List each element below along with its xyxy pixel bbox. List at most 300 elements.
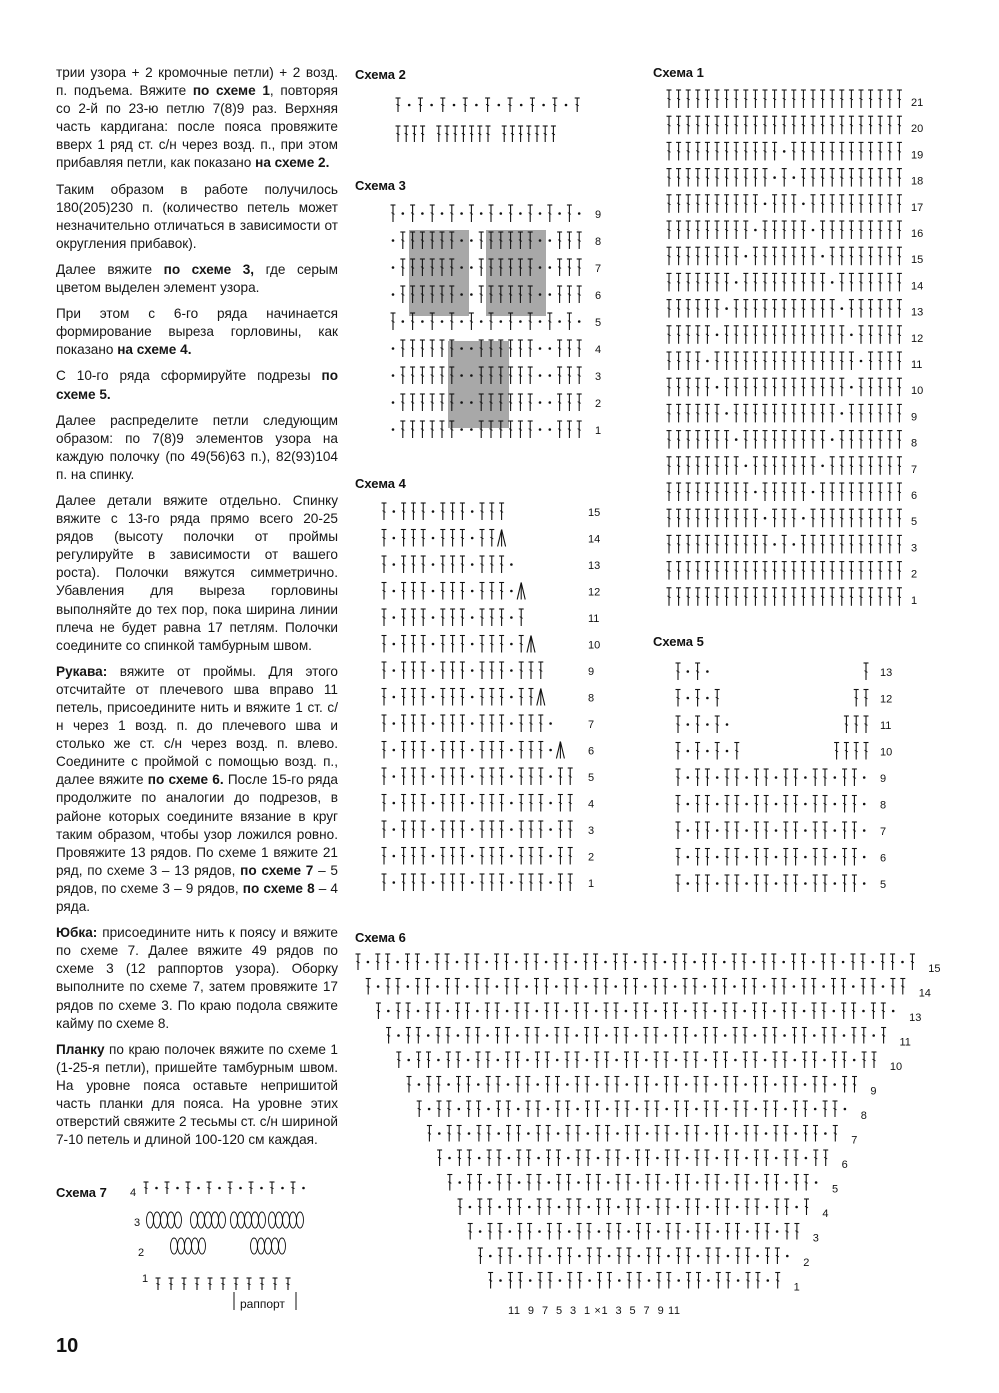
scheme-6-stitch [416,1052,421,1068]
scheme-1-stitch [811,562,816,580]
scheme-6-stitch [567,1248,572,1264]
scheme-6-stitch [804,1175,809,1191]
scheme-1-stitch [897,483,902,501]
scheme-5-stitch [676,822,681,839]
scheme-4-stitch [401,768,406,785]
scheme-3-stitch [469,313,474,330]
scheme-6-stitch [831,954,836,970]
scheme-6-stitch [548,1255,551,1258]
scheme-7-stitch [260,1187,263,1190]
scheme-5-stitch [775,776,778,779]
scheme-1-stitch [830,562,835,580]
scheme-1-stitch [686,273,691,291]
scheme-6-stitch [527,1132,530,1135]
scheme-5-stitch [842,849,847,866]
scheme-5-stitch [734,743,739,760]
scheme-6-stitch [596,1083,599,1086]
scheme-7-row-number: 3 [134,1217,141,1229]
scheme-1-stitch [753,562,758,580]
scheme-6-stitch [634,1052,639,1068]
scheme-3-stitch [528,340,533,357]
scheme-1-stitch [859,116,864,134]
scheme-1-stitch [763,90,768,108]
scheme-6-stitch [584,1003,589,1019]
scheme-6-stitch [525,1077,530,1093]
scheme-4-stitch [499,556,504,573]
scheme-6-stitch [596,1175,601,1191]
scheme-6-stitch [356,954,361,970]
scheme-6-stitch [615,1101,620,1117]
scheme-5-stitch [764,875,769,892]
paragraph-9: Юбка: присоедините нить к поясу и вяжите по схеме 7. Далее вяжите 49 рядов по схеме 3 (12 раппортов узора). Оборку выполните по схеме 7, затем провяжите 17 рядов по схеме 3. По краю подола свяжите кайму по схеме 8. [56,925,338,1031]
scheme-4-stitch [510,881,513,884]
scheme-6-stitch [517,1199,522,1215]
scheme-6-stitch [860,954,865,970]
scheme-6-row-number: 5 [832,1183,839,1196]
scheme-1-stitch [801,431,806,449]
scheme-1-stitch [772,404,777,422]
scheme-6-stitch [794,1150,799,1166]
scheme-4-stitch [519,742,524,759]
scheme-1-stitch [821,465,824,468]
scheme-4-stitch [401,583,406,600]
scheme-6-stitch [743,1052,748,1068]
scheme-6-stitch [880,954,885,970]
scheme-6-stitch [605,1150,610,1166]
scheme-5-row-number: 6 [880,852,887,865]
scheme-6-stitch [575,1034,578,1037]
scheme-6-stitch [705,1224,710,1240]
scheme-1-stitch [753,509,758,527]
scheme-6-stitch [881,1028,886,1044]
scheme-6-stitch [655,1083,658,1086]
scheme-1-row-number: 9 [911,411,918,424]
scheme-6-stitch [733,1028,738,1044]
scheme-1-stitch [667,116,672,134]
scheme-5-row-number: 7 [880,826,887,838]
scheme-1-stitch [763,273,768,291]
scheme-3-stitch [392,266,395,269]
scheme-6-stitch [705,1175,710,1191]
scheme-6-stitch [776,1230,779,1233]
scheme-6-stitch [636,1108,639,1111]
scheme-6-stitch [426,1077,431,1093]
scheme-1-stitch [772,195,777,213]
scheme-3-stitch [460,347,463,350]
scheme-1-stitch [715,352,720,370]
scheme-1-stitch [868,273,873,291]
scheme-6-row-number: 4 [822,1208,829,1220]
scheme-7-petal [154,1212,161,1228]
scheme-6-stitch [524,1003,529,1019]
scheme-4-row-number: 2 [588,851,595,864]
scheme-4-stitch [480,848,485,865]
scheme-4-stitch [432,855,435,858]
scheme-6-stitch [564,1028,569,1044]
scheme-1-stitch [820,404,825,422]
scheme-6-stitch [822,985,825,988]
scheme-4-stitch [460,689,465,706]
scheme-6-stitch [536,1010,539,1013]
scheme-6-stitch [606,1224,611,1240]
scheme-3-stitch [440,340,445,357]
scheme-6-stitch [396,961,399,964]
scheme-1-stitch [887,221,892,239]
scheme-6-stitch [574,1003,579,1019]
scheme-6-stitch [625,1126,630,1142]
scheme-1-stitch [753,116,758,134]
scheme-3-stitch [500,320,503,323]
scheme-4-stitch [519,768,524,785]
scheme-1-stitch [667,535,672,553]
scheme-1-stitch [773,543,776,546]
scheme-1-stitch [849,509,854,527]
scheme-1-stitch [734,483,739,501]
scheme-1-stitch [763,326,768,344]
scheme-1-stitch [734,116,739,134]
scheme-1-stitch [753,142,758,160]
scheme-6-stitch [604,1003,609,1019]
scheme-6-stitch [900,979,905,995]
scheme-6-stitch [823,1101,828,1117]
scheme-1-stitch [724,273,729,291]
scheme-5-stitch [793,875,798,892]
scheme-5-stitch [804,856,807,859]
scheme-1-stitch [667,326,672,344]
scheme-4-stitch [440,689,445,706]
scheme-6-stitch [737,1279,740,1282]
scheme-6-stitch [704,1101,709,1117]
scheme-5-row-number: 12 [880,693,893,706]
scheme-6-stitch [445,979,450,995]
scheme-5-stitch [695,796,700,813]
scheme-6-stitch [773,1010,776,1013]
scheme-4-stitch [568,874,573,891]
scheme-1-stitch [743,588,748,606]
scheme-6-stitch [485,961,488,964]
scheme-4-stitch [480,636,485,653]
scheme-5-stitch [834,882,837,885]
scheme-3-stitch [410,205,415,222]
scheme-4-stitch [510,669,513,672]
scheme-1-stitch [839,457,844,475]
scheme-3-stitch [539,347,542,350]
scheme-3-stitch [440,367,445,384]
scheme-6-stitch [634,1077,639,1093]
scheme-6-stitch [614,1028,619,1044]
scheme-6-stitch [910,954,915,970]
scheme-1-stitch [887,431,892,449]
scheme-4-stitch [527,636,535,653]
scheme-1-stitch [734,352,739,370]
scheme-6-stitch [832,1052,837,1068]
scheme-2-stitch [520,104,523,107]
scheme-2-stitch [565,104,568,107]
scheme-2-stitch [535,126,540,142]
scheme-6-stitch [734,1101,739,1117]
scheme-6-stitch [516,1034,519,1037]
scheme-6-stitch [775,1248,780,1264]
scheme-1-stitch [868,352,873,370]
scheme-5-stitch [734,875,739,892]
scheme-4-stitch [421,689,426,706]
scheme-1-stitch [706,360,709,363]
scheme-4-stitch [411,795,416,812]
scheme-1-stitch [841,307,844,310]
scheme-3-row-number: 7 [595,263,602,275]
scheme-5-stitch [863,829,866,832]
scheme-1-stitch [763,116,768,134]
scheme-6-stitch [713,1052,718,1068]
scheme-1-stitch [859,535,864,553]
scheme-5-stitch [793,822,798,839]
scheme-2-stitch [463,98,468,112]
scheme-5-stitch [695,849,700,866]
scheme-6-stitch [436,985,439,988]
scheme-4-stitch [558,768,563,785]
scheme-5-stitch [754,849,759,866]
scheme-4-stitch [519,821,524,838]
scheme-6-stitch [604,1052,609,1068]
scheme-1-stitch [878,457,883,475]
scheme-1-stitch [772,378,777,396]
scheme-1-stitch [801,169,806,187]
scheme-6-stitch [761,954,766,970]
scheme-1-stitch [724,509,729,527]
scheme-6-stitch [583,954,588,970]
scheme-4-stitch [499,689,504,706]
scheme-6-stitch [785,1224,790,1240]
scheme-4-stitch [510,749,513,752]
scheme-4-stitch [460,636,465,653]
scheme-6-stitch [477,1083,480,1086]
scheme-1-stitch [782,169,787,187]
scheme-1-stitch [801,326,806,344]
scheme-1-stitch [887,457,892,475]
scheme-3-stitch [391,205,396,222]
scheme-6-stitch [596,1199,601,1215]
scheme-1-stitch [667,562,672,580]
scheme-1-stitch [743,535,748,553]
scheme-1-row-number: 21 [911,97,924,109]
scheme-1-stitch [878,352,883,370]
scheme-1-stitch [782,457,787,475]
scheme-1-stitch [868,457,873,475]
scheme-6-chart [350,952,950,1322]
scheme-7-petal [251,1238,258,1254]
scheme-4-stitch [460,503,465,520]
scheme-6-stitch [435,954,440,970]
paragraph-1: трии узора + 2 кромочные петли) + 2 возд. п. подъема. Вяжите по схеме 1, повторяя со 2-й по 23-ю петлю 7(8)9 раз. Верхняя часть кардигана: после пояса провяжите вверх 1 ряд ст. с/н через возд. п., при этом прибавляя петли, как показано на схеме 2. [56,65,338,171]
scheme-6-stitch [675,1150,680,1166]
scheme-4-stitch [450,795,455,812]
scheme-1-stitch [763,142,768,160]
scheme-1-stitch [763,221,768,239]
scheme-6-stitch [851,1003,856,1019]
scheme-6-stitch [595,1010,598,1013]
scheme-3-stitch [470,293,473,296]
scheme-1-stitch [830,247,835,265]
scheme-6-stitch [586,1150,591,1166]
scheme-6-stitch [466,1077,471,1093]
scheme-6-stitch [635,1150,640,1166]
scheme-6-stitch [634,961,637,964]
scheme-6-stitch [567,1157,570,1160]
scheme-6-stitch [774,1083,777,1086]
scheme-4-stitch [489,583,494,600]
scheme-6-stitch [526,1150,531,1166]
scheme-6-stitch [804,1199,809,1215]
scheme-6-stitch [746,1230,749,1233]
scheme-4-stitch [440,848,445,865]
scheme-4-stitch [382,715,387,732]
scheme-4-row-number: 8 [588,692,595,705]
scheme-6-stitch [794,1132,797,1135]
scheme-1-stitch [695,300,700,318]
scheme-5-stitch [783,875,788,892]
scheme-2-stitch [542,104,545,107]
scheme-6-stitch [375,954,380,970]
scheme-4-stitch [519,689,524,706]
scheme-6-stitch [685,1175,690,1191]
scheme-6-stitch [646,1248,651,1264]
scheme-1-row-number: 16 [911,228,924,240]
scheme-2-stitch [575,98,580,112]
scheme-7-stitch [144,1182,149,1194]
scheme-5-stitch [716,776,719,779]
scheme-1-stitch [830,116,835,134]
scheme-1-stitch [782,431,787,449]
scheme-7-petal [297,1212,304,1228]
scheme-7-stitch [208,1278,213,1290]
scheme-1-stitch [897,300,902,318]
scheme-6-stitch [871,1003,876,1019]
scheme-1-stitch [667,142,672,160]
scheme-1-stitch [743,431,748,449]
scheme-4-stitch [480,556,485,573]
scheme-1-stitch [791,221,796,239]
scheme-2-stitch [408,104,411,107]
scheme-4-stitch [450,662,455,679]
scheme-6-stitch [683,1028,688,1044]
scheme-1-stitch [715,509,720,527]
scheme-6-row-number: 14 [918,987,931,1000]
scheme-6-stitch [507,1083,510,1086]
scheme-6-stitch [437,1101,442,1117]
scheme-4-row-number: 14 [588,533,601,546]
scheme-6-stitch [754,1126,759,1142]
scheme-6-stitch [535,1028,540,1044]
scheme-1-stitch [734,404,739,422]
scheme-6-stitch [735,1132,738,1135]
scheme-6-stitch [627,1273,632,1289]
scheme-5-stitch [705,769,710,786]
scheme-1-stitch [676,378,681,396]
scheme-6-stitch [467,1059,470,1062]
scheme-1-stitch [801,535,806,553]
scheme-6-stitch [801,979,806,995]
scheme-6-stitch [791,954,796,970]
scheme-6-stitch [762,1003,767,1019]
scheme-6-stitch [705,1132,708,1135]
scheme-6-stitch [497,1132,500,1135]
scheme-2-stitch [485,98,490,112]
scheme-6-stitch [843,1034,846,1037]
scheme-6-stitch [644,1028,649,1044]
scheme-5-stitch [754,822,759,839]
scheme-3-stitch [577,286,582,303]
scheme-6-stitch [851,1028,856,1044]
scheme-6-stitch [763,985,766,988]
scheme-3-stitch [420,421,425,438]
scheme-1-stitch [850,386,853,389]
scheme-5-row-number: 9 [880,773,887,785]
scheme-6-stitch [487,1108,490,1111]
scheme-1-stitch [695,116,700,134]
scheme-4-stitch [421,874,426,891]
scheme-1-stitch [782,509,787,527]
scheme-1-stitch [878,404,883,422]
scheme-4-stitch [460,848,465,865]
scheme-1-stitch [734,195,739,213]
scheme-4-stitch [450,742,455,759]
scheme-4-stitch [421,768,426,785]
scheme-1-stitch [686,535,691,553]
scheme-2-stitch [498,104,501,107]
scheme-6-stitch [833,1083,836,1086]
scheme-6-stitch [624,1028,629,1044]
scheme-1-stitch [772,247,777,265]
scheme-1-stitch [811,509,816,527]
scheme-1-stitch [849,300,854,318]
scheme-6-stitch [697,1255,700,1258]
scheme-5-stitch [725,769,730,786]
scheme-4-stitch [382,874,387,891]
scheme-1-stitch [715,247,720,265]
scheme-1-stitch [735,281,738,284]
scheme-1-stitch [868,588,873,606]
scheme-1-stitch [782,195,787,213]
scheme-6-stitch [577,1224,582,1240]
scheme-6-stitch [554,954,559,970]
scheme-6-stitch [538,1273,543,1289]
scheme-1-stitch [734,535,739,553]
scheme-7-stitch [221,1278,226,1290]
scheme-1-stitch [878,562,883,580]
scheme-4-stitch [421,583,426,600]
scheme-6-stitch [813,1034,816,1037]
scheme-6-stitch [795,1206,798,1209]
scheme-6-stitch [468,1132,471,1135]
scheme-6-stitch [386,1028,391,1044]
scheme-3-stitch [528,394,533,411]
scheme-2-stitch [418,98,423,112]
scheme-1-stitch [745,465,748,468]
scheme-4-stitch [568,848,573,865]
scheme-4-stitch [450,821,455,838]
scheme-6-stitch [425,979,430,995]
scheme-6-stitch [673,1028,678,1044]
scheme-6-stitch [892,1010,895,1013]
scheme-1-stitch [878,195,883,213]
scheme-6-stitch [793,1077,798,1093]
scheme-6-stitch [723,961,726,964]
scheme-1-stitch [676,90,681,108]
scheme-6-stitch [667,1255,670,1258]
scheme-5-stitch [852,769,857,786]
scheme-3-stitch [421,212,424,215]
scheme-1-stitch [839,116,844,134]
